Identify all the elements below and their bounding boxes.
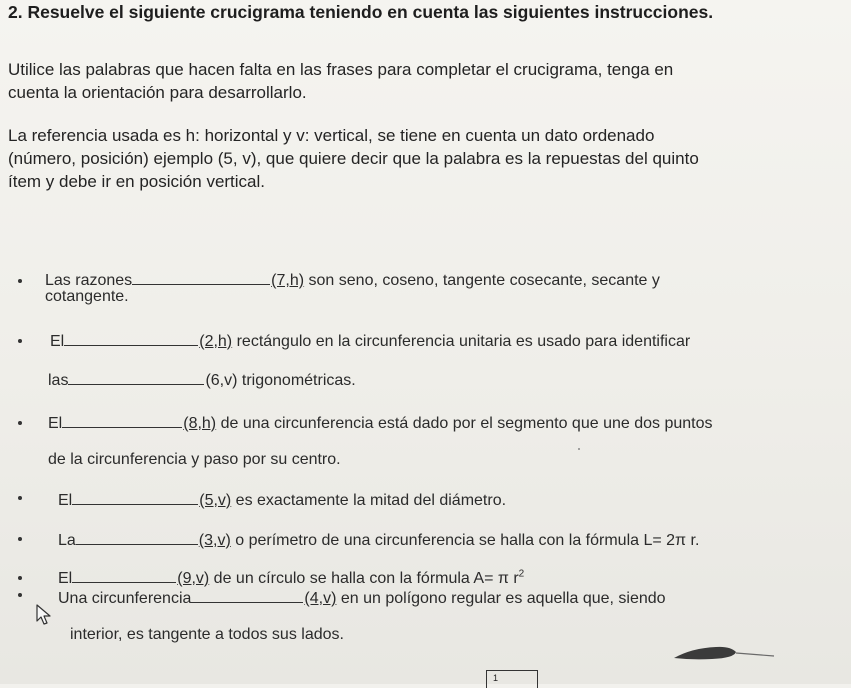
bullet <box>18 339 22 343</box>
mouse-cursor-icon <box>36 604 54 626</box>
instructions-line-4: (número, posición) ejemplo (5, v), que quiere decir que la palabra es la repuestas del quinto <box>8 149 699 168</box>
crossword-reference: (4,v) <box>304 590 337 607</box>
item-text: rectángulo en la circunferencia unitaria es usado para identificar <box>232 333 691 350</box>
circumference-formula: L= 2π r. <box>643 532 700 549</box>
item-text: trigonométricas. <box>237 372 356 389</box>
instructions-line-2: cuenta la orientación para desarrollarlo. <box>8 83 307 102</box>
item-diametro <box>48 412 712 433</box>
item-text: El <box>48 415 63 432</box>
item-text: El <box>58 492 73 509</box>
answer-blank[interactable] <box>132 269 270 285</box>
item-text: El <box>50 333 65 350</box>
question-heading: 2. Resuelve el siguiente crucigrama teniendo en cuenta las siguientes instrucciones. <box>8 2 714 22</box>
crossword-grid-cell[interactable] <box>486 670 538 688</box>
bullet <box>18 593 22 597</box>
answer-blank[interactable] <box>72 489 198 505</box>
ink-smudge <box>672 644 776 662</box>
formula-exponent: 2 <box>518 568 525 580</box>
cell-number: 1 <box>493 673 499 683</box>
item-longitud <box>58 529 699 550</box>
instructions-line-3: La referencia usada es h: horizontal y v: vertical, se tiene en cuenta un dato ordenado <box>8 126 655 145</box>
answer-blank[interactable] <box>62 412 182 428</box>
item-text: Las razones <box>45 272 133 289</box>
item-text: de un círculo se halla con la fórmula <box>209 570 474 587</box>
item-triangulo <box>50 330 690 351</box>
item-inscrita-continued: interior, es tangente a todos sus lados. <box>70 626 344 643</box>
answer-blank[interactable] <box>72 567 176 583</box>
item-text: o perímetro de una circunferencia se halla con la fórmula <box>230 532 644 549</box>
item-text: Una circunferencia <box>58 590 192 607</box>
crossword-reference: (2,h) <box>199 333 233 350</box>
item-radio <box>58 489 506 510</box>
item-text: son seno, coseno, tangente cosecante, secante y <box>304 272 660 289</box>
bullet <box>18 279 22 283</box>
crossword-reference: (6,v) <box>205 372 238 389</box>
item-text: en un polígono regular es aquella que, siendo <box>336 590 666 607</box>
instructions-line-5: ítem y debe ir en posición vertical. <box>8 172 266 191</box>
bullet <box>18 421 22 425</box>
speck <box>578 448 580 450</box>
instructions-line-1: Utilice las palabras que hacen falta en las frases para completar el crucigrama, tenga en <box>8 60 674 79</box>
item-text: las <box>48 372 69 389</box>
answer-blank[interactable] <box>76 529 198 545</box>
item-diametro-continued: de la circunferencia y paso por su centro. <box>48 451 341 468</box>
answer-blank[interactable] <box>64 330 198 346</box>
item-razones <box>45 269 660 290</box>
bullet <box>18 537 22 541</box>
crossword-reference: (9,v) <box>177 570 210 587</box>
item-text: es exactamente la mitad del diámetro. <box>231 492 507 509</box>
item-text: La <box>58 532 76 549</box>
crossword-reference: (7,h) <box>271 272 305 289</box>
answer-blank[interactable] <box>68 369 204 385</box>
answer-blank[interactable] <box>191 587 303 603</box>
bullet <box>18 496 22 500</box>
item-funciones <box>48 369 356 390</box>
item-area <box>58 567 524 588</box>
item-inscrita <box>58 587 666 608</box>
bullet <box>18 576 22 580</box>
area-formula: A= π r <box>473 570 519 587</box>
crossword-reference: (5,v) <box>199 492 232 509</box>
crossword-reference: (3,v) <box>198 532 231 549</box>
item-text: El <box>58 570 73 587</box>
crossword-reference: (8,h) <box>183 415 217 432</box>
item-text: de una circunferencia está dado por el segmento que une dos puntos <box>216 415 713 432</box>
item-razones-continued: cotangente. <box>45 288 129 305</box>
